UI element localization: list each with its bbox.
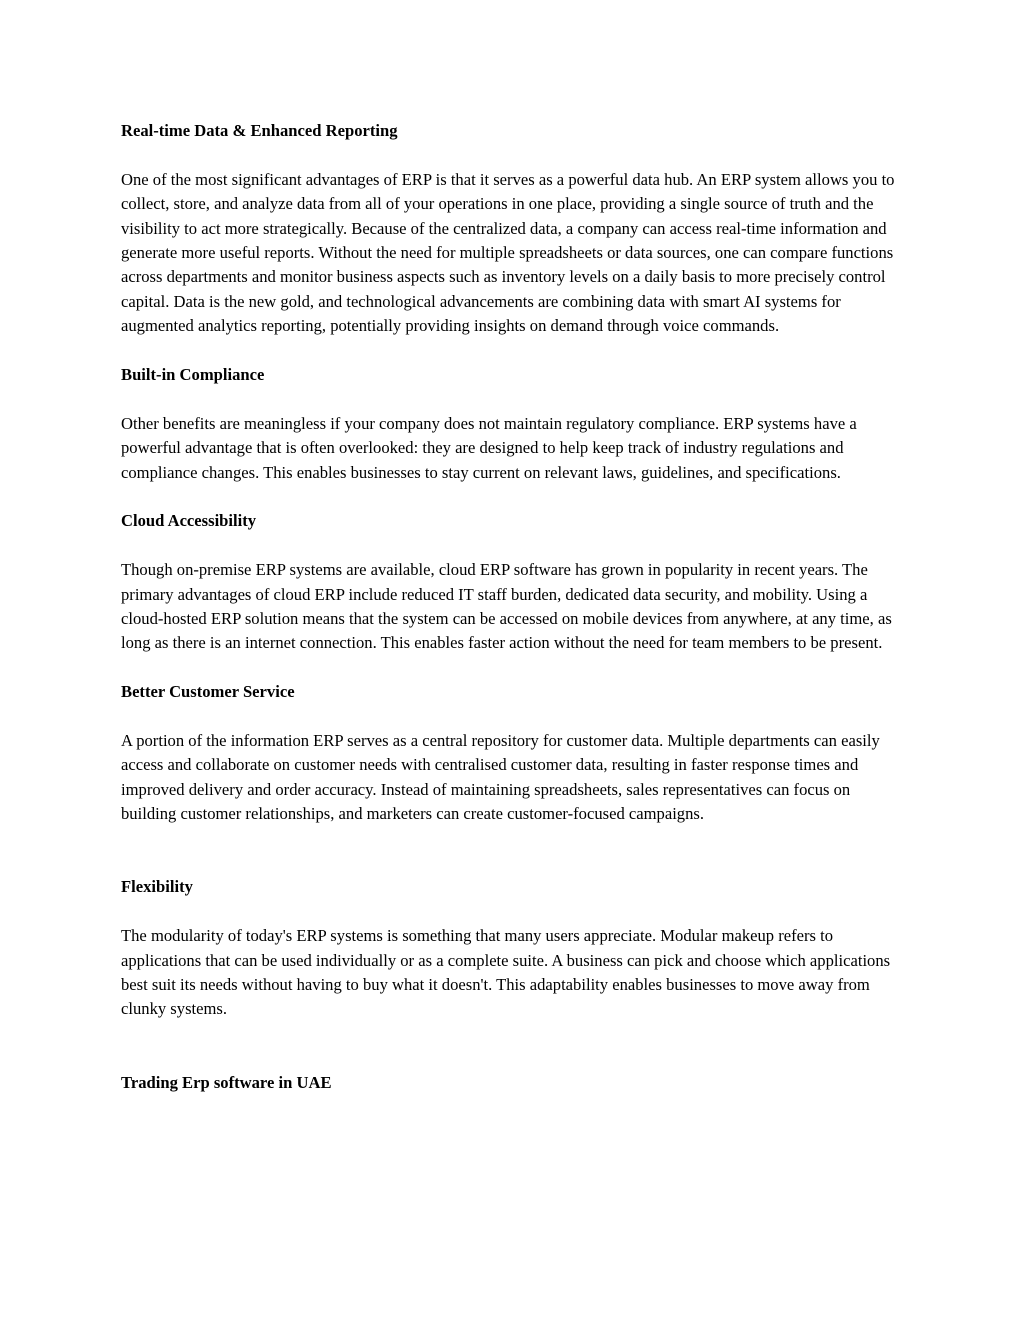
final-heading: Trading Erp software in UAE [121,1072,332,1092]
document-page [121,119,907,1095]
section-heading-customer-service: Better Customer Service [121,682,295,702]
section-body-cloud: Though on-premise ERP systems are available, cloud ERP software has grown in popularity in recent years. The primary advantages of cloud ERP include reduced IT staff burden, dedicated data security, and mobility. Using a cloud-hosted ERP solution means that the system can be accessed on mobile devices from anywhere, at any time, as long as there is an internet connection. This enables faster action without the need for team members to be present. [121,560,892,653]
section-heading-compliance: Built-in Compliance [121,365,265,385]
section-heading-realtime-data: Real-time Data & Enhanced Reporting [121,121,398,140]
section-body-realtime-data: One of the most significant advantages of ERP is that it serves as a powerful data hub. An ERP system allows you to collect, store, and analyze data from all of your operations in one place, providing a single source of truth and the visibility to act more strategically. Because of the centralized data, a company can access real-time information and generate more useful reports. Without the need for multiple spreadsheets or data sources, one can compare functions across departments and monitor business aspects such as inventory levels on a daily basis to more precisely control capital. Data is the new gold, and technological advancements are combining data with smart AI systems for augmented analytics reporting, potentially providing insights on demand through voice commands. [121,169,895,336]
section-body-compliance: Other benefits are meaningless if your company does not maintain regulatory compliance. ERP systems have a powerful advantage that is often overlooked: they are designed to help keep track of industry regulations and compliance changes. This enables businesses to stay current on relevant laws, guidelines, and specifications. [121,413,857,482]
section-body-customer-service: A portion of the information ERP serves as a central repository for customer data. Multiple departments can easily access and collaborate on customer needs with centralised customer data, resulting in faster response times and improved delivery and order accuracy. Instead of maintaining spreadsheets, sales representatives can focus on building customer relationships, and marketers can create customer-focused campaigns. [121,731,880,824]
section-heading-cloud: Cloud Accessibility [121,511,257,531]
section-heading-flexibility: Flexibility [121,877,193,897]
section-body-flexibility: The modularity of today's ERP systems is something that many users appreciate. Modular makeup refers to applications that can be used individually or as a complete suite. A business can pick and choose which applications best suit its needs without having to buy what it doesn't. This adaptability enables businesses to move away from clunky systems. [121,926,891,1019]
